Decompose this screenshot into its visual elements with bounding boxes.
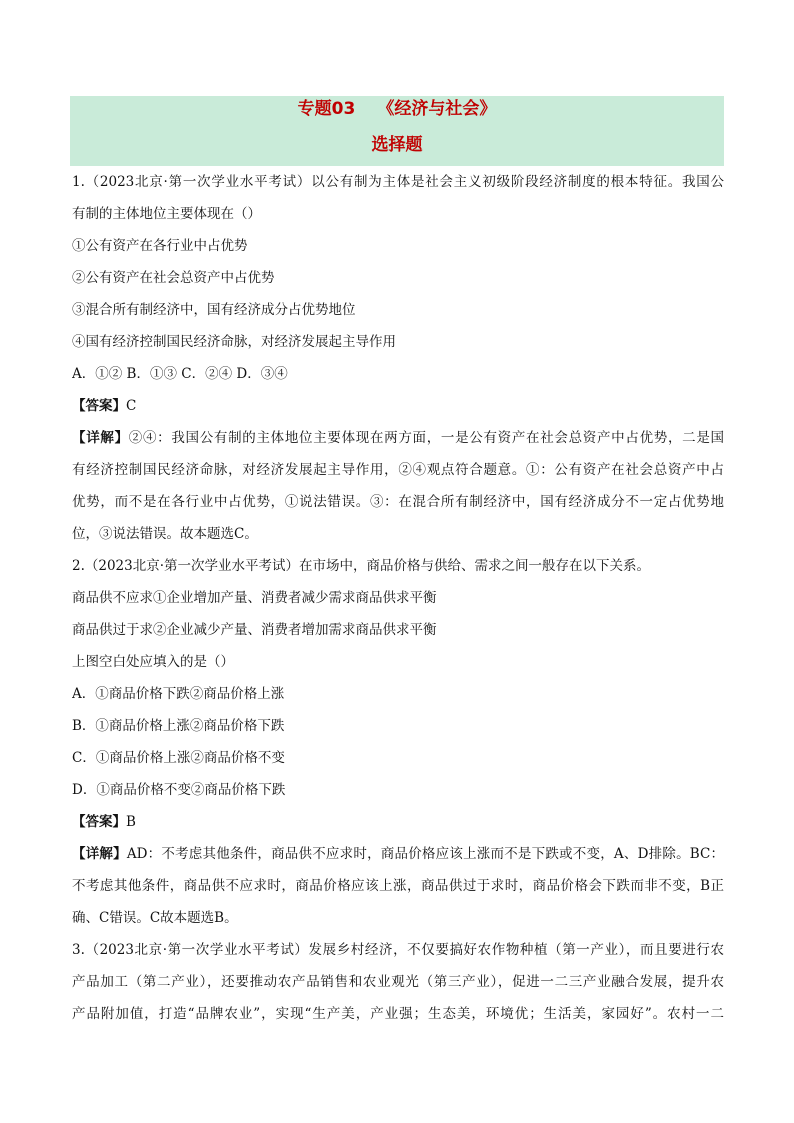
title-prefix: 专题03 — [297, 99, 356, 119]
answer-label: 【答案】 — [72, 398, 126, 414]
q2-detail-line-3: 确、C错误。C故本题选B。 — [72, 910, 238, 926]
q3-line-2: 产品加工（第二产业），还要推动农产品销售和农业观光（第三产业），促进一二三产业融合发展，提升农 — [72, 974, 724, 990]
q1-detail-line-3: 优势，而不是在各行业中占优势，①说法错误。③：在混合所有制经济中，国有经济成分不一定占优势地 — [72, 494, 724, 510]
q2-prompt: 上图空白处应填入的是（） — [72, 654, 234, 670]
detail-text: ②④：我国公有制的主体地位主要体现在两方面，一是公有资产在社会总资产中占优势，二是国 — [128, 430, 724, 446]
answer-label: 【答案】 — [72, 814, 126, 830]
q1-detail-line-2: 有经济控制国民经济命脉，对经济发展起主导作用，②④观点符合题意。①：公有资产在社会总资产中占 — [72, 462, 724, 478]
detail-label: 【详解】 — [72, 430, 129, 446]
title-banner — [70, 96, 724, 166]
q2-option-b: B．①商品价格上涨②商品价格下跌 — [72, 718, 285, 734]
title-name: 《经济与社会》 — [377, 99, 497, 119]
section-heading: 选择题 — [371, 135, 423, 155]
detail-label: 【详解】 — [72, 846, 127, 862]
q2-stem: 2.（2023北京·第一次学业水平考试）在市场中，商品价格与供给、需求之间一般存在以下关系。 — [72, 558, 651, 574]
q2-relation-1: 商品供不应求①企业增加产量、消费者减少需求商品供求平衡 — [72, 590, 437, 606]
q2-detail-line-2: 不考虑其他条件，商品供不应求时，商品价格应该上涨，商品供过于求时，商品价格会下跌而非不变，B正 — [72, 878, 724, 894]
q1-detail-line-4: 位，③说法错误。故本题选C。 — [72, 526, 258, 542]
q1-detail-line-1 — [72, 428, 724, 448]
q1-stem-line-2: 有制的主体地位主要体现在（） — [72, 206, 261, 222]
q2-answer — [72, 812, 724, 832]
q1-option-4: ④国有经济控制国民经济命脉，对经济发展起主导作用 — [72, 334, 396, 350]
q2-detail-line-1 — [72, 844, 724, 864]
q1-choices: A．①② B．①③ C．②④ D．③④ — [72, 366, 288, 382]
q1-option-3: ③混合所有制经济中，国有经济成分占优势地位 — [72, 302, 356, 318]
q2-option-a: A．①商品价格下跌②商品价格上涨 — [72, 686, 285, 702]
answer-value: C — [126, 398, 137, 414]
q3-line-3: 产品附加值，打造“品牌农业”，实现“生产美，产业强；生态美，环境优；生活美，家园好”。农村一二 — [72, 1006, 724, 1022]
q1-option-2: ②公有资产在社会总资产中占优势 — [72, 270, 275, 286]
q2-option-c: C．①商品价格上涨②商品价格不变 — [72, 750, 285, 766]
answer-value: B — [126, 814, 136, 830]
q3-line-1: 3.（2023北京·第一次学业水平考试）发展乡村经济，不仅要搞好农作物种植（第一产业），而且要进行农 — [72, 942, 724, 958]
detail-text: AD：不考虑其他条件，商品供不应求时，商品价格应该上涨而不是下跌或不变，A、D排除。BC： — [126, 846, 724, 862]
q2-option-d: D．①商品价格不变②商品价格下跌 — [72, 782, 286, 798]
q1-answer — [72, 396, 724, 416]
q1-option-1: ①公有资产在各行业中占优势 — [72, 238, 248, 254]
q2-relation-2: 商品供过于求②企业减少产量、消费者增加需求商品供求平衡 — [72, 622, 437, 638]
page-title — [70, 97, 724, 121]
q1-stem-line-1: 1.（2023北京·第一次学业水平考试）以公有制为主体是社会主义初级阶段经济制度的根本特征。我国公 — [72, 174, 724, 190]
